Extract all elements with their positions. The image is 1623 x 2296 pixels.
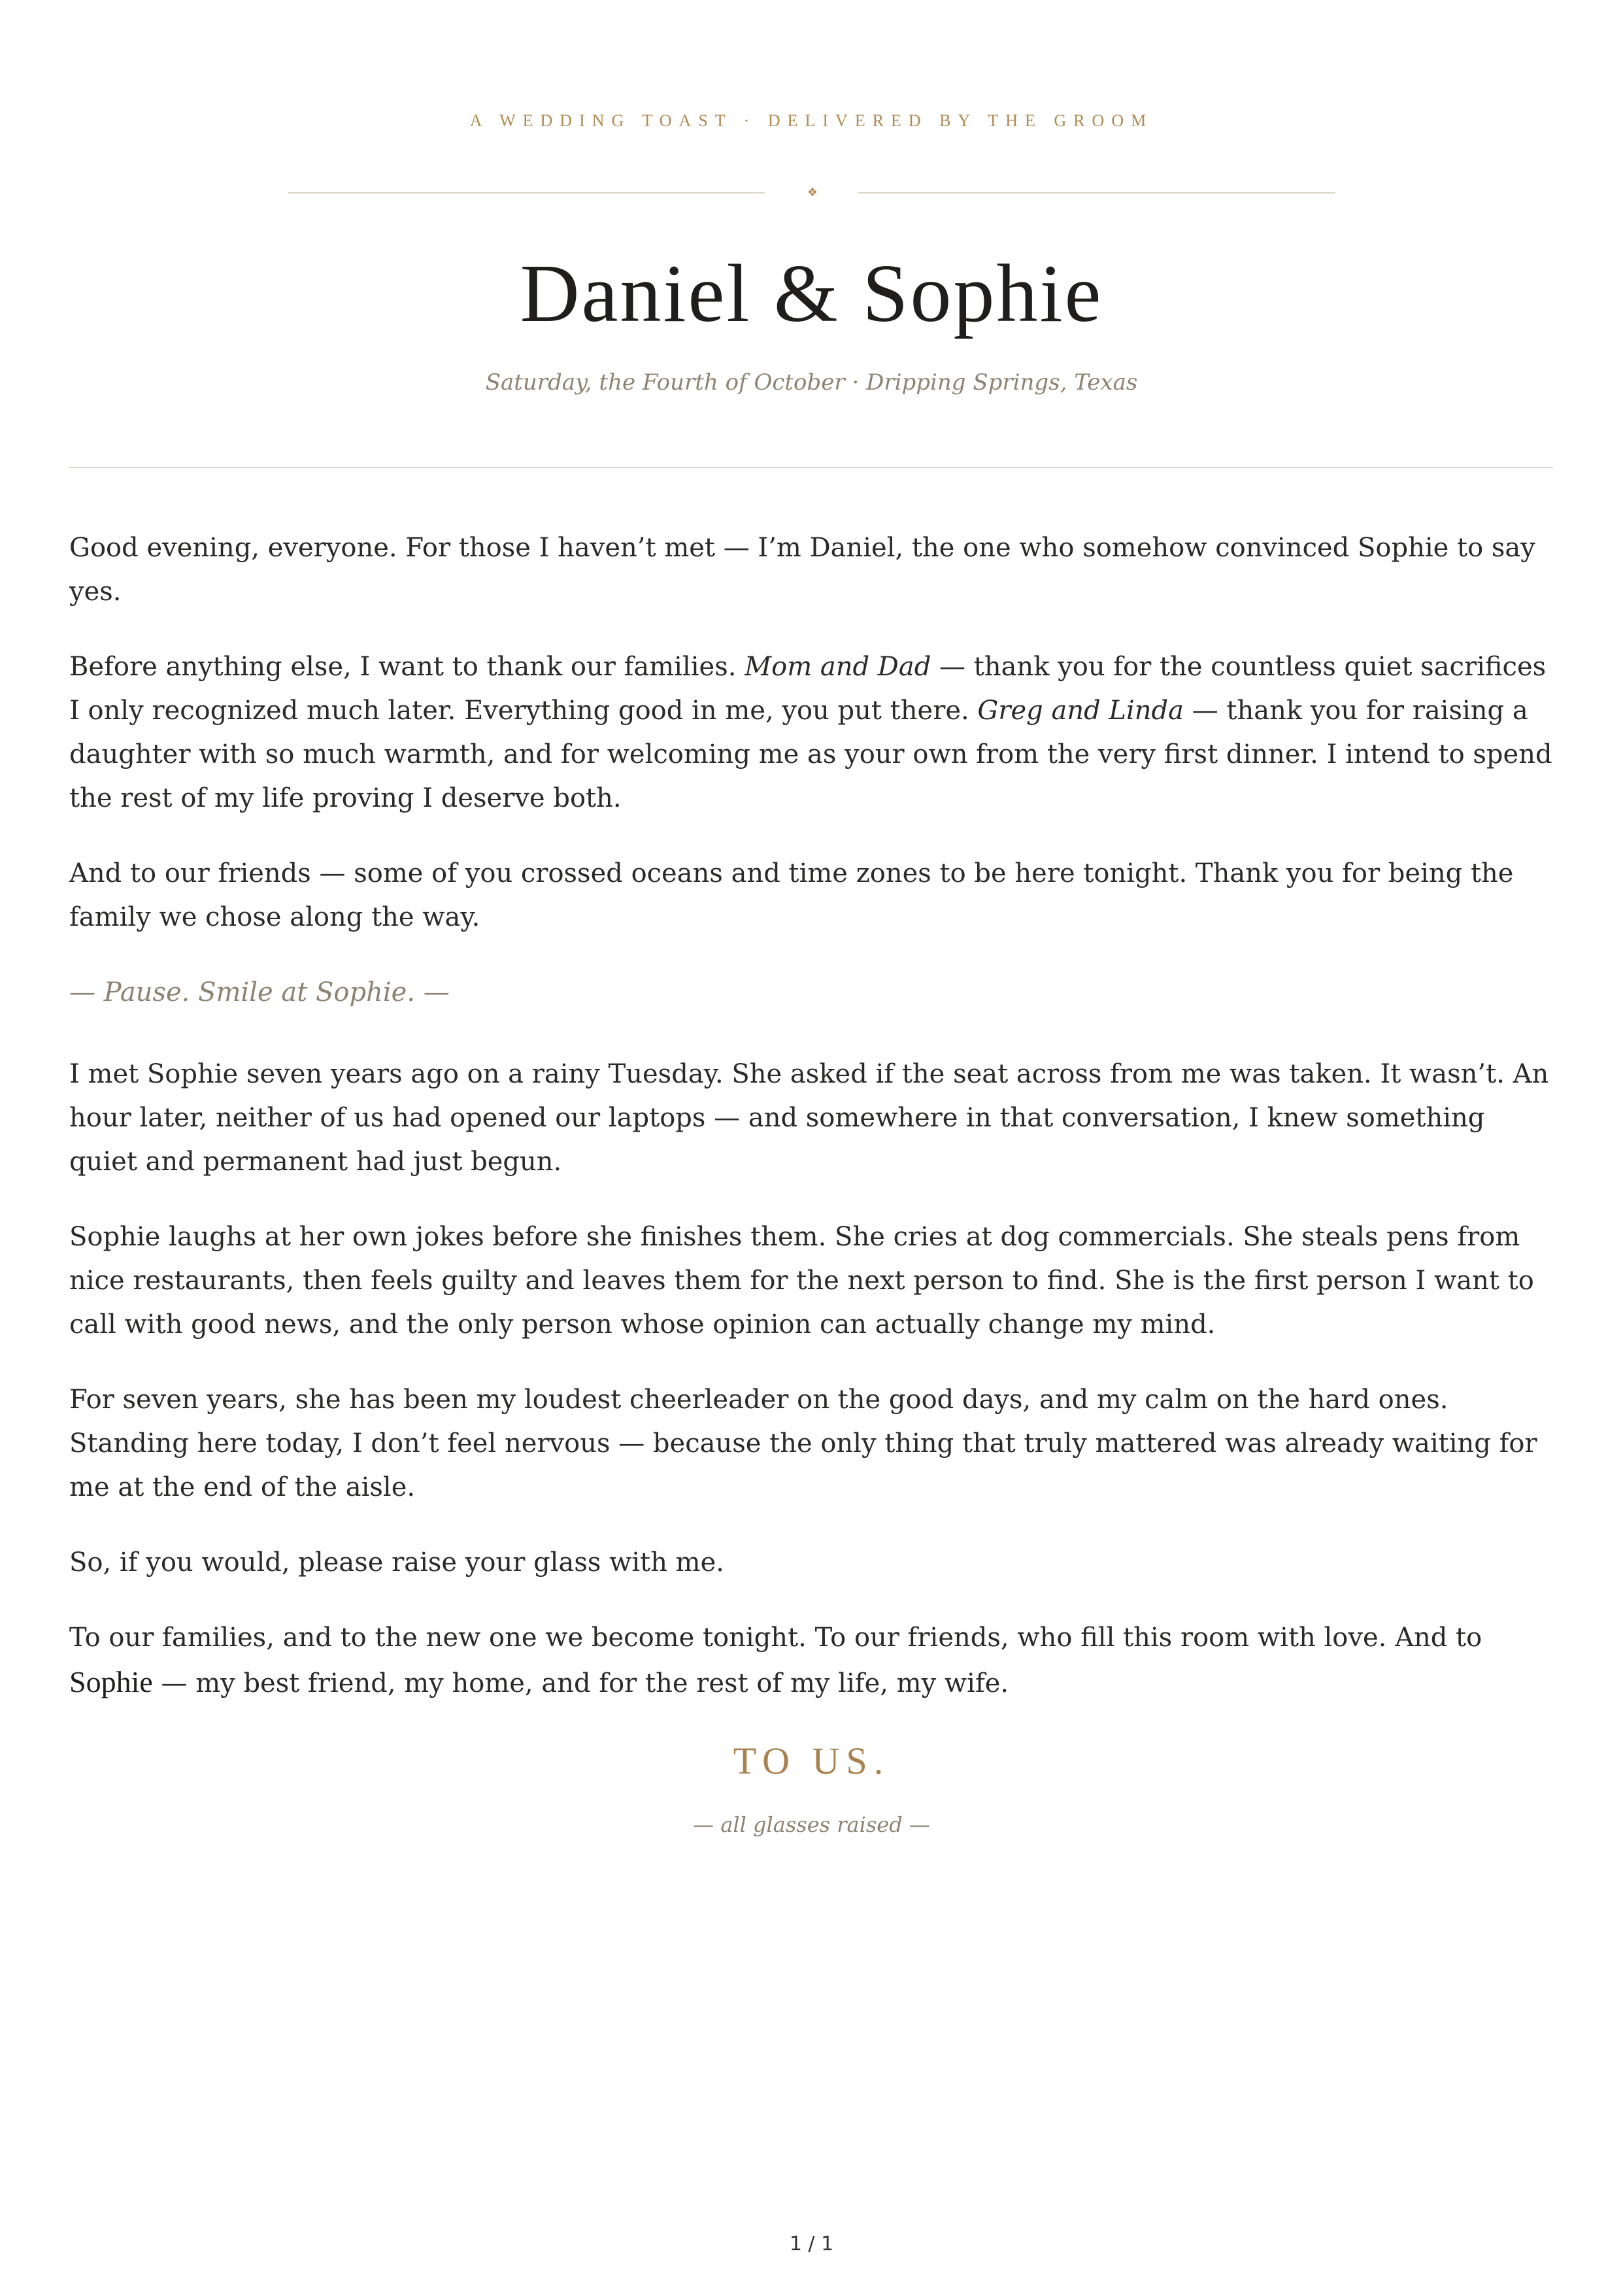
final-toast-text-a: To our families, and to the new one we become tonight. To our friends, who fill this room with love. And to [69,1623,1482,1653]
paragraph-friends: And to our friends — some of you crossed oceans and time zones to be here tonight. Thank you for being the family we chose along the way. [69,858,1514,932]
page-title: Daniel & Sophie [520,248,1103,339]
in-laws-name: Greg and Linda [977,696,1184,726]
toast-kicker: A WEDDING TOAST · DELIVERED BY THE GROOM [469,111,1154,130]
toast-callout: TO US. [733,1740,890,1782]
ornament-rule-right [858,192,1335,194]
diamond-ornament-icon: ❖ [807,186,818,199]
paragraph-sophie-traits: Sophie laughs at her own jokes before she finishes them. She cries at dog commercials. She steals pens from nice restaurants, then feels guilty and leaves them for the next person to find. She is the first person I want to call with good news, and the only person whose opinion can actually change my mind. [69,1222,1534,1340]
parents-name: Mom and Dad [745,652,931,682]
paragraph-final-toast [69,1616,1553,1706]
ornament-divider [0,185,1623,201]
paragraph-greeting: Good evening, everyone. For those I haven’t met — I’m Daniel, the one who somehow convinced Sophie to say yes. [69,533,1535,607]
paragraph-raise-glass: So, if you would, please raise your glass with me. [69,1547,724,1578]
paragraph-families [69,645,1553,820]
paragraph-seven-years: For seven years, she has been my loudest cheerleader on the good days, and my calm on the hard ones. Standing here today, I don’t feel nervous — because the only thing that truly mattered was already waiting for me at the end of the aisle. [69,1385,1537,1502]
paragraph-meeting: I met Sophie seven years ago on a rainy Tuesday. She asked if the seat across from me was taken. It wasn’t. An hour later, neither of us had opened our laptops — and somewhere in that conversation, I knew something quiet and permanent had just begun. [69,1059,1549,1177]
families-text-c: — thank you for raising a daughter with so much warmth, and for welcoming me as your own from the very first dinner. I intend to spend the rest of my life proving I deserve both. [69,696,1552,813]
families-text-b: — thank you for the countless quiet sacrifices I only recognized much later. Everything good in me, you put there. [69,652,1547,726]
page-number: 1 / 1 [789,2233,834,2255]
ornament-rule-left [288,192,765,194]
toast-body [69,526,1553,1737]
families-text-a: Before anything else, I want to thank our families. [69,652,745,682]
closing-stage-direction: — all glasses raised — [693,1812,930,1837]
event-subtitle: Saturday, the Fourth of October · Dripping Springs, Texas [485,369,1138,396]
section-divider [69,467,1553,468]
stage-direction: — Pause. Smile at Sophie. — [69,977,450,1007]
final-toast-text-b: — my best friend, my home, and for the rest of my life, my wife. [152,1668,1009,1698]
bride-name: Sophie [69,1665,153,1698]
